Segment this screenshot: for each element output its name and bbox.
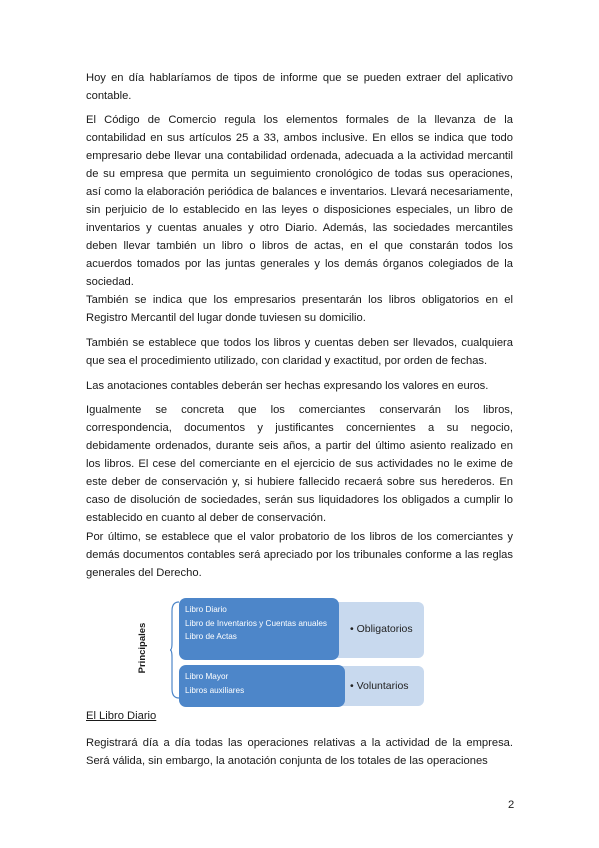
book-item: Libro de Inventarios y Cuentas anuales xyxy=(185,618,328,628)
page-number: 2 xyxy=(508,799,515,811)
section-heading: El Libro Diario xyxy=(86,710,157,722)
book-item: Libro de Actas xyxy=(185,632,237,641)
paragraph-intro: Hoy en día hablaríamos de tipos de informe que se pueden extraer del aplicativo contable. xyxy=(86,72,513,102)
paragraph-codigo-comercio: El Código de Comercio regula los elementos formales de la llevanza de la contabilidad en sus artículos 25 a 33, ambos inclusive. En ellos se indica que todo empresario debe llevar una contabilidad ordenada, adecuada a la actividad mercantil de su empresa que permita un seguimiento cronológico de todas sus operaciones, así como la elaboración periódica de balances e inventarios. Llevará necesariamente, sin perjuicio de lo establecido en las leyes o disposiciones especiales, un libro de inventarios y cuentas anuales y otro Diario. Además, las sociedades mercantiles deben llevar también un libro o libros de actas, en el que constarán todos los acuerdos tomados por las juntas generales y los demás órganos colegiados de la sociedad. xyxy=(86,114,513,288)
paragraph-libro-diario: Registrará día a día todas las operaciones relativas a la actividad de la empresa. Será válida, sin embargo, la anotación conjunta de los totales de las operaciones xyxy=(86,737,513,767)
obligatorios-books-box xyxy=(179,598,339,660)
paragraph-registro-mercantil: También se indica que los empresarios presentarán los libros obligatorios en el Registro Mercantil del lugar donde tuviesen su domicilio. xyxy=(86,294,513,324)
voluntarios-books-box xyxy=(179,665,345,707)
voluntarios-label: • Voluntarios xyxy=(350,680,409,692)
book-item: Libros auxiliares xyxy=(185,685,245,695)
book-item: Libro Diario xyxy=(185,605,227,614)
paragraph-valor-probatorio: Por último, se establece que el valor probatorio de los libros de los comerciantes y demás documentos contables será apreciado por los tribunales conforme a las reglas generales del Derecho. xyxy=(86,531,513,579)
obligatorios-label: • Obligatorios xyxy=(350,623,413,635)
paragraph-claridad: También se establece que todos los libros y cuentas deben ser llevados, cualquiera que sea el procedimiento utilizado, con claridad y exactitud, por orden de fechas. xyxy=(86,337,513,367)
paragraph-euros: Las anotaciones contables deberán ser hechas expresando los valores en euros. xyxy=(86,380,489,392)
paragraph-conservacion: Igualmente se concreta que los comerciantes conservarán los libros, correspondencia, documentos y justificantes concernientes a su negocio, debidamente ordenados, durante seis años, a partir del último asiento realizado en los libros. El cese del comerciante en el ejercicio de sus actividades no le exime de este deber de conservación y, si hubiere fallecido recaerá sobre sus herederos. En caso de disolución de sociedades, serán sus liquidadores los obligados a cumplir lo establecido en cuanto al deber de conservación. xyxy=(86,404,513,524)
diagram-group-label: Principales xyxy=(137,622,148,674)
book-item: Libro Mayor xyxy=(185,672,229,681)
